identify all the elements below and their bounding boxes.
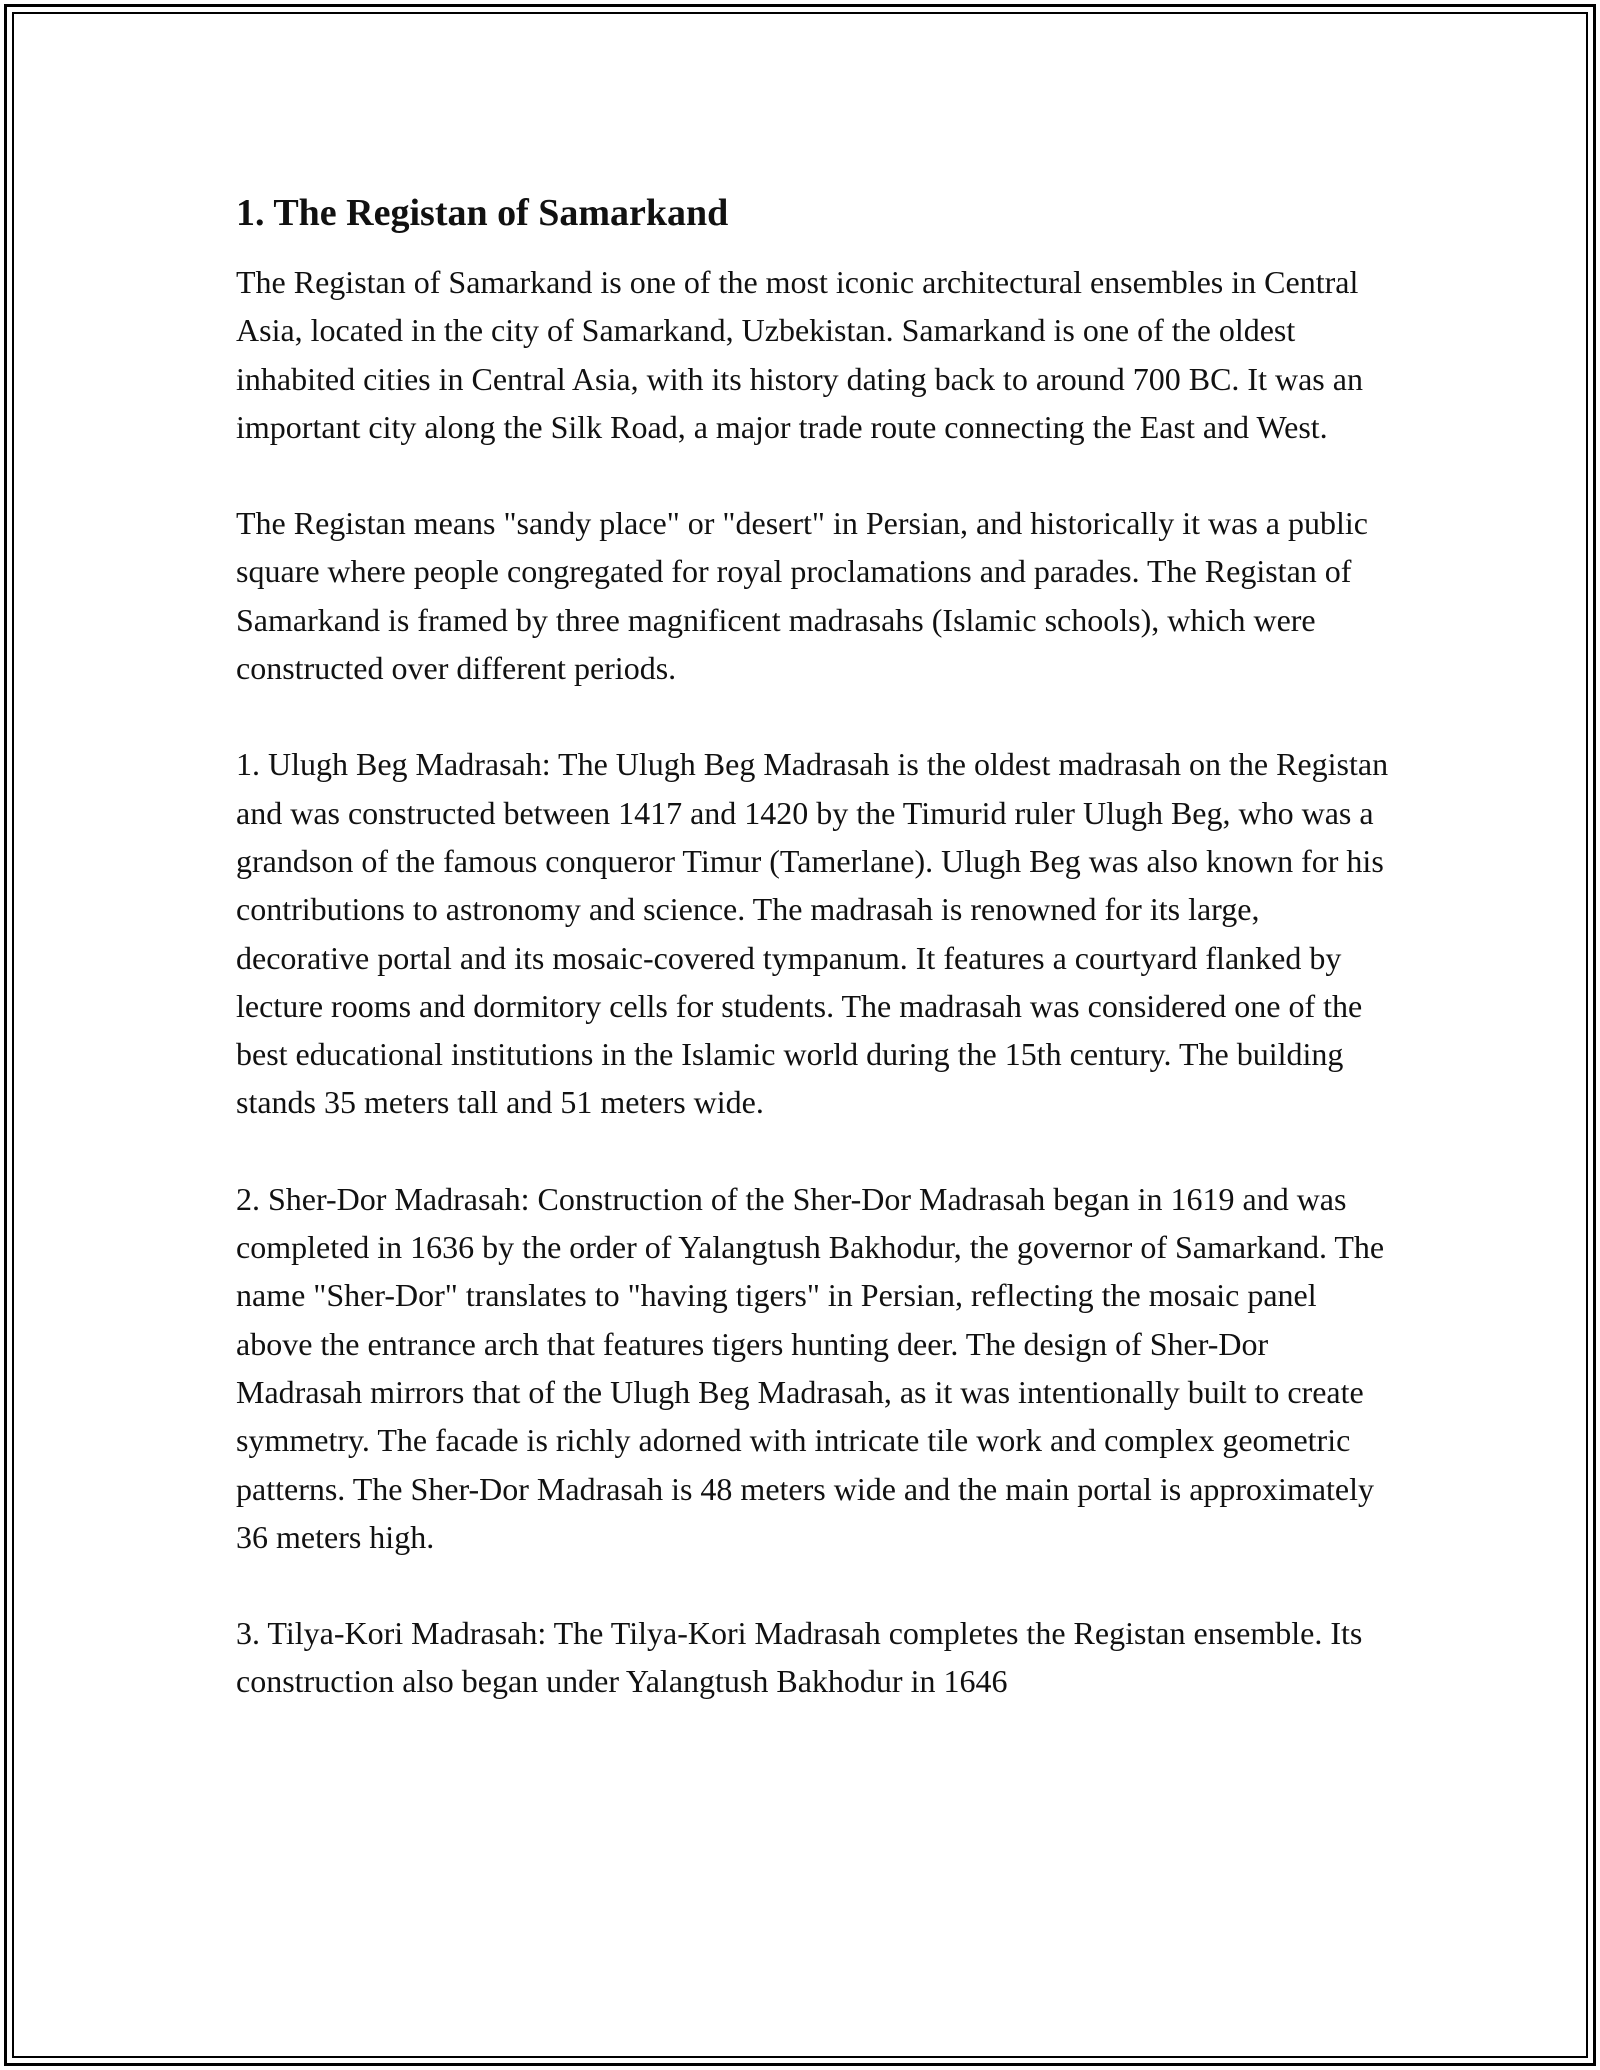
paragraph-tilya-kori: 3. Tilya-Kori Madrasah: The Tilya-Kori Madrasah completes the Registan ensemble. Its construction also began under Yalangtush Bakhodur in 1646 (236, 1615, 1363, 1700)
paragraph-ulugh-beg: 1. Ulugh Beg Madrasah: The Ulugh Beg Madrasah is the oldest madrasah on the Registan and was constructed between 1417 and 1420 by the Timurid ruler Ulugh Beg, who was a grandson of the famous conqueror Timur (Tamerlane). Ulugh Beg was also known for his contributions to astronomy and science. The madrasah is renowned for its large, decorative portal and its mosaic-covered tympanum. It features a courtyard flanked by lecture rooms and dormitory cells for students. The madrasah was considered one of the best educational institutions in the Islamic world during the 15th century. The building stands 35 meters tall and 51 meters wide. (236, 746, 1389, 1121)
paragraph-registan-meaning: The Registan means "sandy place" or "desert" in Persian, and historically it was a public square where people congregated for royal proclamations and parades. The Registan of Samarkand is framed by three magnificent madrasahs (Islamic schools), which were constructed over different periods. (236, 505, 1368, 687)
document-body (236, 186, 1396, 1706)
section-heading: 1. The Registan of Samarkand (236, 192, 729, 234)
paragraph-sher-dor: 2. Sher-Dor Madrasah: Construction of the Sher-Dor Madrasah began in 1619 and was completed in 1636 by the order of Yalangtush Bakhodur, the governor of Samarkand. The name "Sher-Dor" translates to "having tigers" in Persian, reflecting the mosaic panel above the entrance arch that features tigers hunting deer. The design of Sher-Dor Madrasah mirrors that of the Ulugh Beg Madrasah, as it was intentionally built to create symmetry. The facade is richly adorned with intricate tile work and complex geometric patterns. The Sher-Dor Madrasah is 48 meters wide and the main portal is approximately 36 meters high. (236, 1180, 1385, 1555)
paragraph-intro: The Registan of Samarkand is one of the most iconic architectural ensembles in Central Asia, located in the city of Samarkand, Uzbekistan. Samarkand is one of the oldest inhabited cities in Central Asia, with its history dating back to around 700 BC. It was an important city along the Silk Road, a major trade route connecting the East and West. (236, 264, 1363, 445)
